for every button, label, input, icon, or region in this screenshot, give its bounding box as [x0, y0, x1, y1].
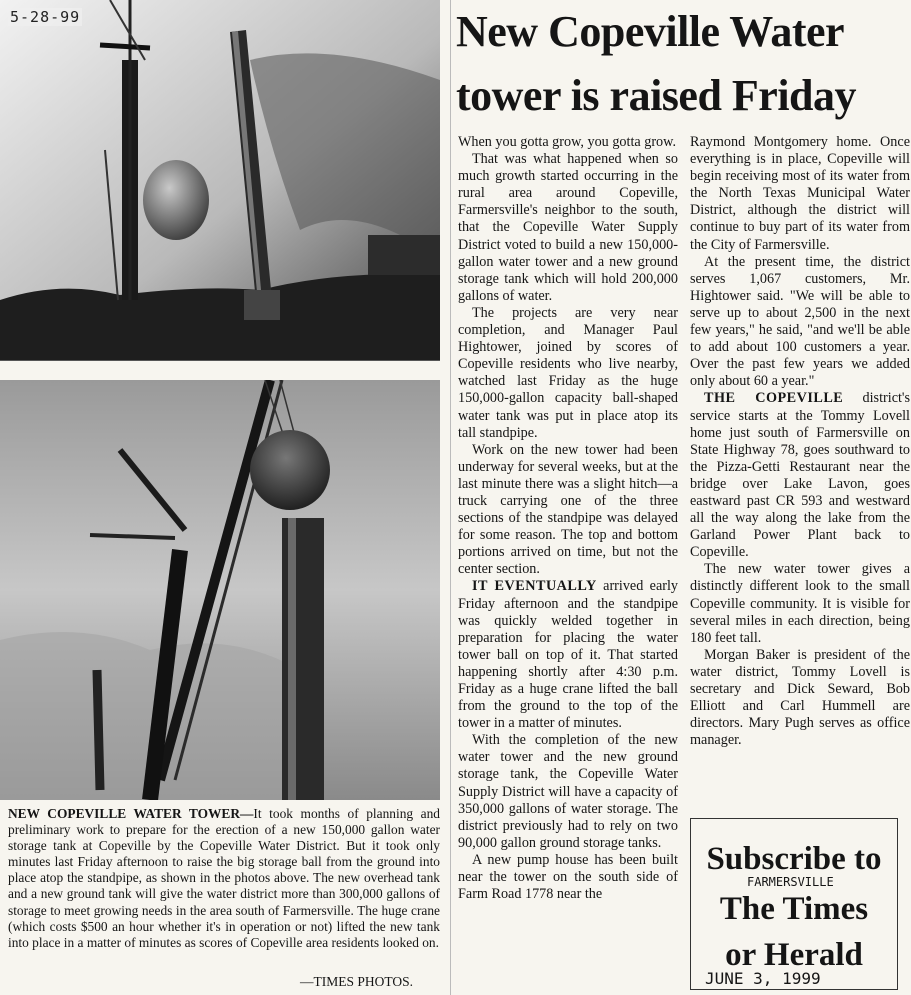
paragraph-lead: THE COPEVILLE	[704, 390, 844, 407]
paragraph: At the present time, the district serves 1,067 customers, Mr. Hightower said. "We will be able to serve up to about 2,500 in the next few years," he said, "and we'll be able to add about 100 customers a year. Over the past few years we added only about 60 a year."	[690, 253, 910, 390]
paragraph: A new pump house has been built near the tower on the south side of Farm Road 1778 near the	[458, 851, 678, 903]
paragraph: Morgan Baker is president of the water district, Tommy Lovell is secretary and Dick Seward, Bob Elliott and Carl Hummell are directors. Mary Pugh serves as office manager.	[690, 646, 910, 749]
paragraph: Work on the new tower had been underway for several weeks, but at the last minute there was a slight hitch—a truck carrying one of the three sections of the standpipe was delayed for some reason. The top and bottom portions arrived on time, but not the center section.	[458, 441, 678, 578]
photo-caption	[8, 806, 440, 951]
handwritten-insert: FARMERSVILLE	[747, 875, 834, 889]
paragraph: Raymond Montgomery home. Once everything is in place, Copeville will begin receiving most of its water from the North Texas Municipal Water District, although the district will continue to buy part of its water from the City of Farmersville.	[690, 134, 910, 253]
paragraph	[458, 578, 678, 732]
paragraph-lead: IT EVENTUALLY	[472, 578, 597, 595]
column-divider	[450, 0, 451, 995]
paragraph	[690, 390, 910, 561]
subscribe-ad	[690, 818, 898, 990]
photo-credit: —TIMES PHOTOS.	[300, 974, 414, 989]
paragraph: With the completion of the new water tower and the new ground storage tank, the Copeville Water Supply District will have a capacity of 350,000 gallons of water storage. The district previously had to rely on two 90,000 gallon ground storage tanks.	[458, 732, 678, 851]
paragraph: The projects are very near completion, and Manager Paul Hightower, joined by scores of Copeville residents who live nearby, watched last Friday as the huge 150,000-gallon capacity ball-shaped water tank was put in place atop its tall standpipe.	[458, 304, 678, 441]
article-column-1	[458, 134, 678, 903]
handwritten-date-stamp: JUNE 3, 1999	[705, 969, 821, 988]
subscribe-line-2: The Times	[719, 891, 869, 927]
water-tower-photo-top	[0, 0, 440, 361]
water-tower-photo-bottom	[0, 380, 440, 800]
paragraph: That was what happened when so much growth started occurring in the rural area around Copeville, Farmersville's neighbor to the south, that the Copeville Water Supply District voted to build a new 150,000-gallon water tower and a new ground storage tank which will hold 200,000 gallons of water.	[458, 151, 678, 304]
caption-body: It took months of planning and preliminary work to prepare for the erection of a new 150,000 gallon water storage tank at Copeville by the Copeville Water District. But it took only minutes last Friday afternoon to raise the big storage ball from the ground into place atop the standpipe, as shown in the photos above. The new overhead tank and a new ground tank will give the water district more than 300,000 gallons of storage to meet growing needs in the area south of Farmersville. The huge crane (which costs $500 an hour whether it's in operation or not) lifted the new tank into place in a matter of minutes as scores of Copeville area residents looked on.	[8, 806, 440, 950]
headline: New Copeville Water tower is raised Friday	[456, 7, 857, 120]
paragraph-text: arrived early Friday afternoon and the standpipe was quickly welded together in preparation for placing the water tower ball on top of it. That started happening shortly after 4:30 p.m. Friday as a huge crane lifted the ball from the ground to the top of the tower in a matter of minutes.	[458, 578, 679, 732]
paragraph-text: district's service starts at the Tommy Lovell home just south of Farmersville on State Highway 78, goes southward to the Pizza-Getti Restaurant near the bridge over Lake Lavon, goes eastward past CR 593 and westward all the way along the lake from the Garland Power Plant back to Copeville.	[690, 390, 911, 561]
article-column-2	[690, 134, 910, 749]
paragraph: The new water tower gives a distinctly different look to the small Copeville community. It is visible for several miles in each direction, being 180 feet tall.	[690, 561, 910, 646]
subscribe-line-1: Subscribe to	[706, 841, 882, 877]
subscribe-line-3: or Herald	[725, 937, 863, 973]
caption-lead: NEW COPEVILLE WATER TOWER—	[8, 806, 254, 821]
paragraph: When you gotta grow, you gotta grow.	[458, 134, 677, 150]
handwritten-date: 5-28-99	[10, 8, 81, 26]
